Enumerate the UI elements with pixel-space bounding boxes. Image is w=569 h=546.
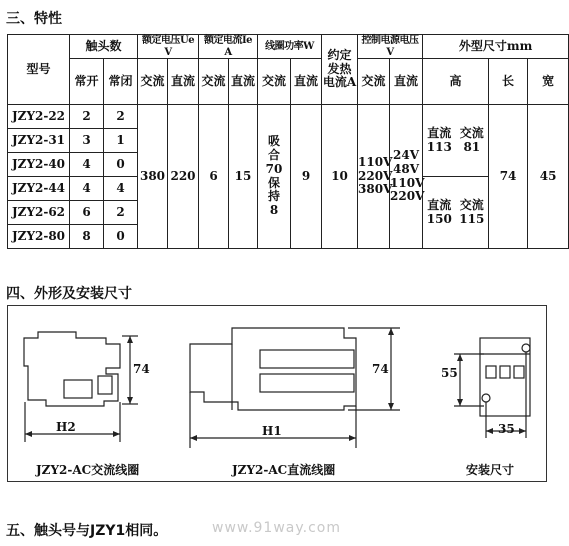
subheader-voltage-dc: 直流 — [168, 59, 199, 105]
subheader-coil-dc: 直流 — [291, 59, 322, 105]
subheader-current-dc: 直流 — [229, 59, 258, 105]
normally-open-cell: 6 — [70, 201, 104, 225]
dimension-h1: H1 — [262, 424, 282, 438]
header-control-voltage: 控制电源电压V — [358, 35, 423, 59]
subheader-height: 高 — [423, 59, 489, 105]
section-heading-characteristics: 三、特性 — [6, 11, 62, 27]
coil-ac-cell: 吸 合 70 保 持 8 — [258, 105, 291, 249]
model-cell: JZY2-44 — [8, 177, 70, 201]
subheader-ctrl-dc: 直流 — [390, 59, 423, 105]
normally-open-cell: 4 — [70, 153, 104, 177]
model-cell: JZY2-62 — [8, 201, 70, 225]
subheader-coil-ac: 交流 — [258, 59, 291, 105]
section-heading-dimensions: 四、外形及安装尺寸 — [6, 286, 132, 302]
ctrl-dc-cell: 24V 48V 110V 220V — [390, 105, 423, 249]
normally-closed-cell: 1 — [104, 129, 138, 153]
header-rated-voltage: 额定电压Ue V — [138, 35, 199, 59]
dimension-55: 55 — [441, 366, 458, 380]
width-cell: 45 — [528, 105, 569, 249]
dimension-35: 35 — [498, 422, 515, 436]
coil-dc-cell: 9 — [291, 105, 322, 249]
normally-closed-cell: 4 — [104, 177, 138, 201]
current-dc-cell: 15 — [229, 105, 258, 249]
ac-coil-outline — [24, 332, 120, 406]
outline-drawings-panel — [7, 305, 547, 482]
header-model: 型号 — [8, 35, 70, 105]
length-cell: 74 — [489, 105, 528, 249]
subheader-ctrl-ac: 交流 — [358, 59, 390, 105]
subheader-width: 宽 — [528, 59, 569, 105]
header-coil-power: 线圈功率W — [258, 35, 322, 59]
dimension-h2: H2 — [56, 420, 76, 434]
height-dc-bottom-cell: 直流 150 — [423, 177, 456, 249]
voltage-dc-cell: 220 — [168, 105, 199, 249]
normally-open-cell: 3 — [70, 129, 104, 153]
mounting-outline — [480, 338, 530, 416]
ctrl-ac-cell: 110V 220V 380V — [358, 105, 390, 249]
normally-closed-cell: 2 — [104, 105, 138, 129]
dimension-74-dc: 74 — [372, 362, 389, 376]
subheader-voltage-ac: 交流 — [138, 59, 168, 105]
caption-dc-coil: JZY2-AC直流线圈 — [232, 463, 336, 477]
header-rated-current: 额定电流Ie A — [199, 35, 258, 59]
normally-closed-cell: 2 — [104, 201, 138, 225]
dc-coil-outline — [190, 328, 356, 410]
section-heading-contacts: 五、触头号与JZY1相同。 — [6, 523, 168, 539]
normally-closed-cell: 0 — [104, 225, 138, 249]
subheader-normally-open: 常开 — [70, 59, 104, 105]
subheader-normally-closed: 常闭 — [104, 59, 138, 105]
caption-mounting: 安装尺寸 — [466, 463, 515, 477]
header-dimensions: 外型尺寸mm — [423, 35, 569, 59]
thermal-current-cell: 10 — [322, 105, 358, 249]
header-contacts: 触头数 — [70, 35, 138, 59]
height-ac-bottom-cell: 交流 115 — [456, 177, 489, 249]
height-ac-top-cell: 交流 81 — [456, 105, 489, 177]
voltage-ac-cell: 380 — [138, 105, 168, 249]
subheader-length: 长 — [489, 59, 528, 105]
height-dc-top-cell: 直流 113 — [423, 105, 456, 177]
model-cell: JZY2-40 — [8, 153, 70, 177]
normally-closed-cell: 0 — [104, 153, 138, 177]
normally-open-cell: 4 — [70, 177, 104, 201]
subheader-current-ac: 交流 — [199, 59, 229, 105]
model-cell: JZY2-31 — [8, 129, 70, 153]
normally-open-cell: 2 — [70, 105, 104, 129]
watermark-text: www.91way.com — [212, 520, 341, 536]
current-ac-cell: 6 — [199, 105, 229, 249]
caption-ac-coil: JZY2-AC交流线圈 — [36, 463, 140, 477]
model-cell: JZY2-22 — [8, 105, 70, 129]
spec-table — [7, 34, 569, 249]
dimension-74-ac: 74 — [133, 362, 150, 376]
normally-open-cell: 8 — [70, 225, 104, 249]
model-cell: JZY2-80 — [8, 225, 70, 249]
header-thermal-current: 约定发热电流A — [322, 35, 358, 105]
outline-drawings — [8, 306, 548, 483]
